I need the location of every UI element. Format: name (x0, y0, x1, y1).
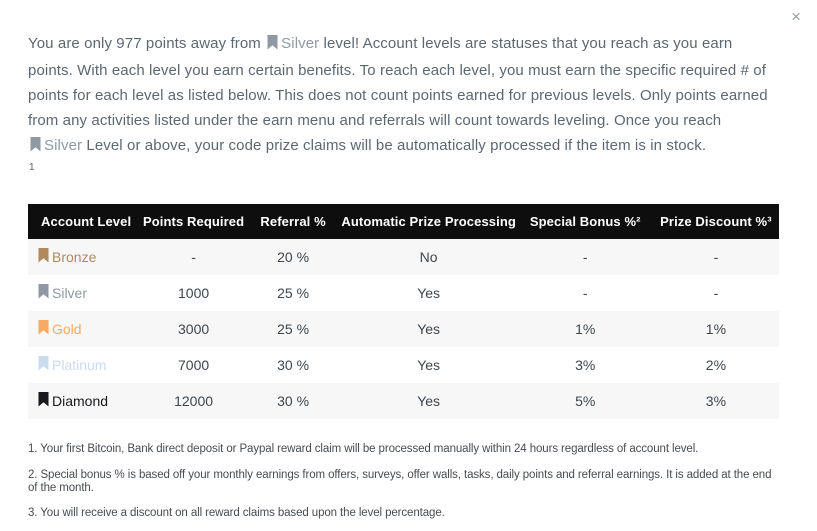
silver-level-label: Silver (44, 137, 83, 154)
points-required-value: 7000 (178, 357, 210, 373)
account-levels-table (28, 204, 779, 419)
table-row-silver (28, 275, 779, 311)
table-row-gold (28, 311, 779, 347)
header-prize-discount: Prize Discount %³ (653, 204, 779, 239)
silver-level-link (265, 35, 319, 52)
auto-processing-value: No (419, 249, 438, 265)
referral-value: 30 % (277, 393, 310, 409)
close-icon[interactable]: × (791, 7, 801, 26)
bookmark-icon (38, 248, 49, 266)
points-required-value: - (191, 249, 196, 265)
points-required-value: 1000 (178, 285, 210, 301)
auto-processing-value: Yes (417, 357, 441, 373)
level-name: Diamond (52, 393, 109, 409)
footnote-1: 1. Your first Bitcoin, Bank direct deposit or Paypal reward claim will be processed manually within 24 hours regardless of account level. (28, 443, 699, 455)
auto-processing-value: Yes (417, 285, 441, 301)
level-name: Platinum (52, 357, 107, 373)
referral-value: 25 % (277, 285, 310, 301)
prize-discount-value: 2% (705, 357, 727, 373)
header-points-required: Points Required (141, 204, 247, 239)
prize-discount-value: - (713, 249, 719, 265)
referral-value: 25 % (277, 321, 310, 337)
table-row-platinum (28, 347, 779, 383)
points-required-value: 12000 (174, 393, 214, 409)
level-name: Gold (52, 321, 82, 337)
bookmark-icon (267, 33, 278, 58)
special-bonus-value: - (582, 249, 588, 265)
referral-value: 20 % (277, 249, 310, 265)
silver-level-label: Silver (281, 35, 320, 52)
special-bonus-value: 1% (575, 321, 596, 337)
prize-discount-value: 3% (705, 393, 727, 409)
header-auto-processing: Automatic Prize Processing (340, 204, 518, 239)
level-name: Bronze (52, 249, 97, 265)
intro-paragraph (28, 0, 779, 174)
special-bonus-value: 3% (575, 357, 596, 373)
auto-processing-value: Yes (417, 393, 441, 409)
referral-value: 30 % (277, 357, 310, 373)
special-bonus-value: 5% (575, 393, 596, 409)
prize-discount-value: 1% (705, 321, 727, 337)
prize-discount-value: - (713, 285, 719, 301)
auto-processing-value: Yes (417, 321, 441, 337)
silver-level-link (28, 137, 82, 154)
intro-text-1: You are only 977 points away from (28, 35, 266, 52)
bookmark-icon (38, 320, 49, 338)
header-account-level: Account Level (28, 204, 141, 239)
intro-text-2: level! Account levels are statuses that you reach as you earn points. With each level you earn certain benefits. To reach each level, you must earn the specific required # of points for each level as listed below. This does not count points earned for previous levels. Only points earned from any activities listed under the earn menu and referrals will count towards leveling. Once you reach (28, 35, 768, 129)
bookmark-icon (38, 356, 49, 374)
points-required-value: 3000 (178, 321, 210, 337)
footnote-marker: 1 (29, 162, 35, 173)
footnotes-section (28, 443, 779, 520)
table-row-bronze (28, 239, 779, 275)
header-special-bonus: Special Bonus %² (518, 204, 653, 239)
bookmark-icon (38, 284, 49, 302)
header-referral: Referral % (247, 204, 340, 239)
table-header-row (28, 204, 779, 239)
intro-text-3: Level or above, your code prize claims will be automatically processed if the item is in stock. (82, 137, 707, 154)
special-bonus-value: - (582, 285, 588, 301)
table-row-diamond (28, 383, 779, 419)
footnote-2: 2. Special bonus % is based off your monthly earnings from offers, surveys, offer walls, tasks, daily points and referral earnings. It is added at the end of the month. (28, 468, 772, 494)
bookmark-icon (30, 135, 41, 160)
level-name: Silver (52, 285, 88, 301)
footnote-3: 3. You will receive a discount on all reward claims based upon the level percentage. (28, 507, 445, 519)
bookmark-icon (38, 392, 49, 410)
